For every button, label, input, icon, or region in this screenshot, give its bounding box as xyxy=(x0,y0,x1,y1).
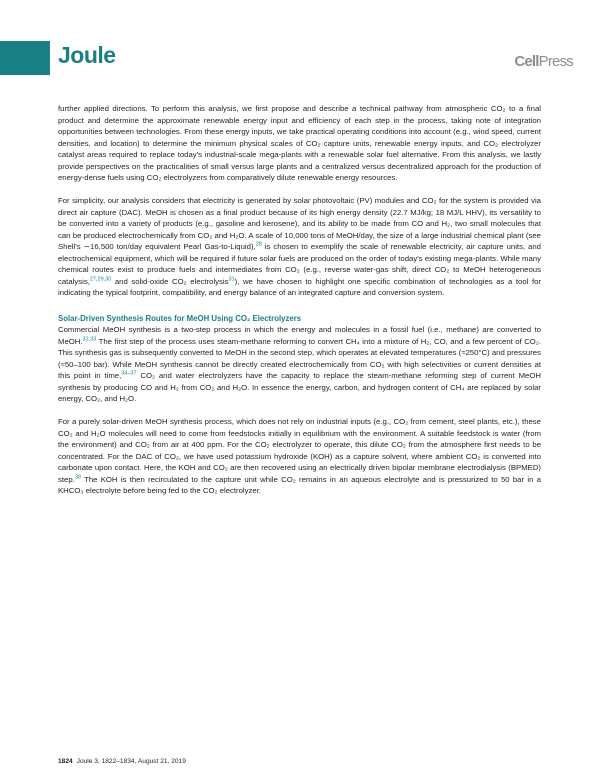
p3-text-a: Commercial MeOH synthesis is a two-step process in which the energy and molecules in a fossil fuel (i.e., methane) are converted to MeOH. xyxy=(58,325,541,346)
paragraph-2 xyxy=(58,195,541,299)
publisher-light: Press xyxy=(538,53,573,70)
p4-text-a: For a purely solar-driven MeOH synthesis process, which does not rely on industrial inputs (e.g., CO₂ from cement, steel plants, etc.), these CO₂ and H₂O molecules will need to come from feedstocks initially in equilibrium with the environment. A suitable feedstock is water (from the environment) and CO₂ from air at 400 ppm. For the CO₂ electrolyzer to operate, this dilute CO₂ from the atmosphere first needs to be concentrated. For the DAC of CO₂, we have used potassium hydroxide (KOH) as a capture solvent, where ambient CO₂ is converted into carbonate upon contact. Here, the KOH and CO₂ are then recovered using an electrically driven bipolar membrane electrodialysis (BPMED) step. xyxy=(58,417,541,484)
footer-citation: Joule 3, 1822–1834, August 21, 2019 xyxy=(76,758,186,765)
citation-ref[interactable]: 38 xyxy=(74,473,81,480)
article-body xyxy=(58,103,541,497)
p3-text-c: CO₂ and water electrolyzers have the capacity to replace the steam-methane reforming step of current MeOH synthesis by producing CO and H₂ from CO₂ and H₂O. In essence the energy, carbon, and hydrogen content of CH₄ are replaced by solar energy, CO₂, and H₂O. xyxy=(58,371,541,403)
page-number: 1824 xyxy=(58,758,73,765)
citation-ref[interactable]: 28 xyxy=(255,241,262,248)
p3-text-b: The first step of the process uses steam-methane reforming to convert CH₄ into a mixture of H₂, CO, and a few percent of CO₂. This synthesis gas is subsequently converted to MeOH in the second step, which operates at elevated temperatures (≈250°C) and pressures (≈50–100 bar). While MeOH synthesis cannot be directly created electrochemically from CO₂ with high selectivities or current densities at this point in time, xyxy=(58,336,541,380)
citation-ref[interactable]: 31 xyxy=(228,275,235,282)
paragraph-3 xyxy=(58,324,541,405)
page-footer xyxy=(58,758,186,765)
p4-text-b: The KOH is then recirculated to the capture unit while CO₂ remains in an aqueous electrolyte and is pressurized to 50 bar in a KHCO₃ electrolyte before being fed to the CO₂ electrolyzer. xyxy=(58,474,541,495)
journal-color-bar xyxy=(0,41,50,75)
paragraph-1: further applied directions. To perform this analysis, we first propose and describe a technical pathway from atmospheric CO₂ to a final product and determine the approximate renewable energy input and efficiency of each step in the process, taking note of integration opportunities between technologies. From these energy inputs, we take practical operating conditions into account (e.g., wind speed, current densities, and location) to determine the minimum physical scales of CO₂ capture units, renewable energy inputs, and CO₂ electrolyzer catalyst areas required to replace today's industrial-scale mega-plants with a renewable solar fuel alternative. From this analysis, we lastly provide perspectives on the practicalities of small versus large plants and a centralized versus decentralized approach for the production of energy-dense fuels using CO₂ electrolyzers from comparatively dilute renewable energy resources. xyxy=(58,104,541,182)
citation-ref[interactable]: 34–37 xyxy=(121,370,137,377)
citation-ref[interactable]: 27,29,30 xyxy=(89,275,112,282)
publisher-bold: Cell xyxy=(514,53,539,70)
p2-text-c: and solid-oxide CO₂ electrolysis xyxy=(111,276,229,286)
section-heading: Solar-Driven Synthesis Routes for MeOH Using CO₂ Electrolyzers xyxy=(58,313,302,323)
paragraph-4 xyxy=(58,416,541,497)
journal-logo: Joule xyxy=(58,42,116,68)
citation-ref[interactable]: 32,33 xyxy=(82,335,97,342)
publisher-logo xyxy=(514,53,573,70)
p2-text-a: For simplicity, our analysis considers that electricity is generated by solar photovoltaic (PV) modules and CO₂ for the system is provided via direct air capture (DAC). MeOH is chosen as a final product because of its high energy density (22.7 MJ/kg; 18 MJ/L HHV), its versatility to be converted into a variety of products (e.g., gasoline and kerosene), and its ability to be made from CO and H₂, two small molecules that can be produced electrochemically from CO₂ and H₂O. A scale of 10,000 tons of MeOH/day, the size of a large industrial chemical plant (see Shell's ∼16,500 ton/day equivalent Pearl Gas-to-Liquid), xyxy=(58,196,541,251)
p2-text-d: ), we have chosen to highlight one specific combination of technologies as a tool for indicating the typical footprint, compatibility, and energy balance of an integrated capture and conversion system. xyxy=(58,276,541,297)
p2-text-b: is chosen to exemplify the scale of renewable electricity, air capture units, and electrochemical equipment, which will be required if future solar fuels are produced on the order of today's existing mega-plants. While many chemical routes exist to produce fuels and intermediates from CO₂ (e.g., reverse water-gas shift, direct CO₂ to MeOH heterogeneous catalysis, xyxy=(58,242,541,286)
